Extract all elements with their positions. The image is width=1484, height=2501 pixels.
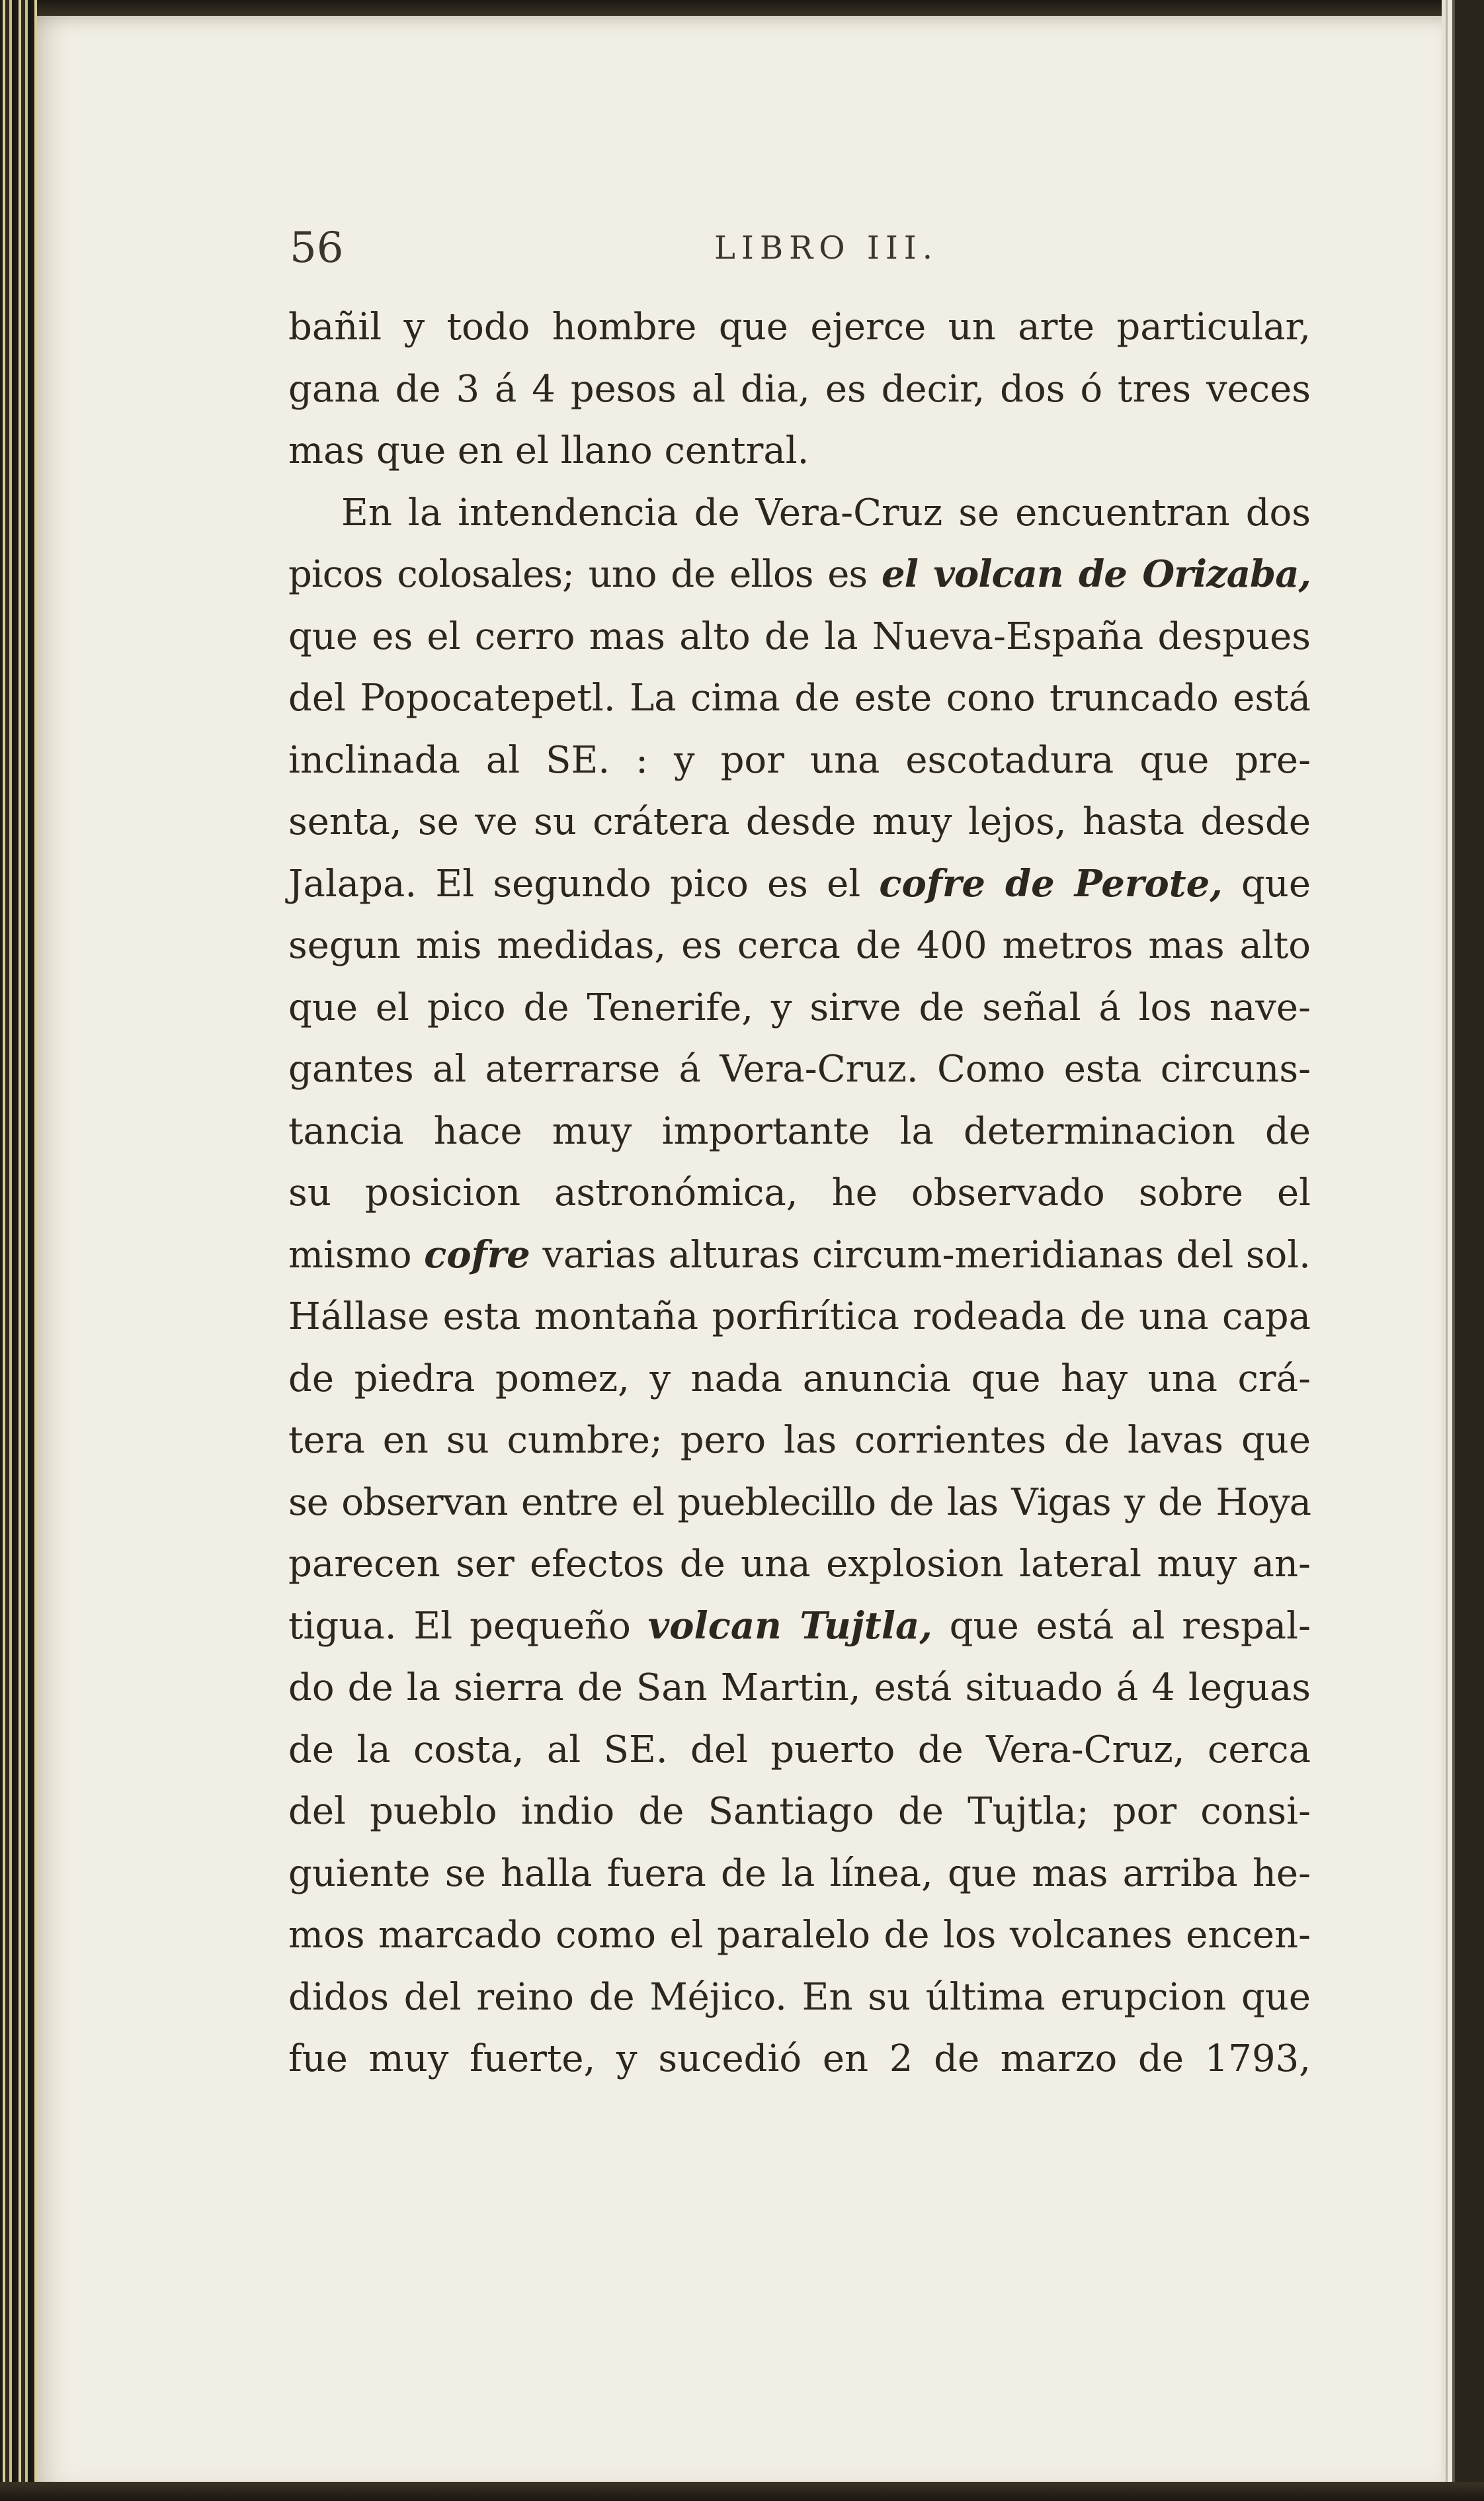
line-text: varias alturas circum-meridianas del sol. — [530, 1233, 1311, 1277]
italic-phrase: el volcan de Orizaba, — [881, 552, 1311, 596]
text-line — [288, 915, 1311, 977]
top-page-edge — [0, 0, 1484, 16]
line-text: Hállase esta montaña porfirítica rodeada de una capa — [288, 1295, 1311, 1338]
book-binding-edge — [0, 0, 37, 2501]
line-text: gantes al aterrarse á Vera-Cruz. Como esta circuns- — [288, 1048, 1311, 1091]
line-text: del pueblo indio de Santiago de Tujtla; por consi- — [288, 1790, 1311, 1833]
line-text: picos colosales; uno de ellos es — [288, 553, 882, 596]
text-line — [288, 1410, 1311, 1472]
line-text: de piedra pomez, y nada anuncia que hay una crá- — [288, 1357, 1311, 1400]
line-text: parecen ser efectos de una explosion lateral muy an- — [288, 1543, 1311, 1586]
text-line — [288, 853, 1311, 915]
line-text: segun mis medidas, es cerca de 400 metros mas alto — [288, 924, 1311, 967]
body-text — [288, 296, 1311, 2090]
text-line — [288, 1533, 1311, 1595]
line-text: su posicion astronómica, he observado sobre el — [288, 1171, 1311, 1214]
text-line — [288, 1224, 1311, 1287]
text-line — [288, 606, 1311, 668]
line-text: del Popocatepetl. La cima de este cono truncado está — [288, 677, 1311, 720]
line-text: mas que en el llano central. — [288, 429, 809, 472]
line-text: tera en su cumbre; pero las corrientes de lavas que — [288, 1419, 1311, 1462]
text-line — [288, 1595, 1311, 1658]
running-head: LIBRO III. — [714, 230, 938, 267]
text-line — [288, 1657, 1311, 1719]
line-text: mismo — [288, 1233, 425, 1277]
page-number: 56 — [290, 224, 344, 273]
italic-phrase: cofre de Perote, — [879, 861, 1223, 906]
text-line — [288, 1286, 1311, 1348]
page-header — [0, 218, 1484, 278]
text-line — [288, 1967, 1311, 2029]
text-line — [288, 1101, 1311, 1163]
line-text: que está al respal- — [932, 1604, 1311, 1648]
text-line — [288, 482, 1311, 544]
text-line — [288, 1472, 1311, 1534]
line-text: gana de 3 á 4 pesos al dia, es decir, dos ó tres veces — [288, 367, 1311, 411]
text-line — [288, 296, 1311, 359]
page-stack-edge — [1442, 0, 1484, 2501]
text-line — [288, 1843, 1311, 1905]
text-line — [288, 2028, 1311, 2090]
text-line — [288, 1348, 1311, 1410]
line-text: didos del reino de Méjico. En su última erupcion que — [288, 1975, 1311, 2019]
text-line — [288, 1781, 1311, 1843]
bottom-page-edge — [0, 2482, 1484, 2501]
text-line — [288, 1039, 1311, 1101]
text-line — [288, 977, 1311, 1039]
line-text: guiente se halla fuera de la línea, que mas arriba he- — [288, 1851, 1311, 1895]
line-text: que — [1222, 862, 1311, 906]
text-line — [288, 667, 1311, 730]
text-line — [288, 359, 1311, 421]
text-line — [288, 1904, 1311, 1967]
line-text: tancia hace muy importante la determinacion de — [288, 1109, 1311, 1153]
text-line — [288, 730, 1311, 792]
line-text: tigua. El pequeño — [288, 1604, 648, 1648]
line-text: que el pico de Tenerife, y sirve de señal á los nave- — [288, 986, 1311, 1029]
line-text: bañil y todo hombre que ejerce un arte particular, — [288, 306, 1311, 349]
line-text: mos marcado como el paralelo de los volcanes encen- — [288, 1914, 1311, 1957]
line-text: de la costa, al SE. del puerto de Vera-Cruz, cerca — [288, 1728, 1311, 1771]
line-text: se observan entre el pueblecillo de las Vigas y de Hoya — [288, 1480, 1311, 1524]
text-line — [288, 1719, 1311, 1781]
line-text: fue muy fuerte, y sucedió en 2 de marzo de 1793, — [288, 2037, 1311, 2080]
line-text: inclinada al SE. : y por una escotadura que pre- — [288, 738, 1311, 782]
text-line — [288, 420, 1311, 482]
italic-phrase: volcan Tujtla, — [647, 1603, 932, 1648]
text-line — [288, 791, 1311, 853]
line-text: que es el cerro mas alto de la Nueva-España despues — [288, 615, 1311, 658]
line-text: Jalapa. El segundo pico es el — [288, 862, 880, 906]
line-text: do de la sierra de San Martin, está situado á 4 leguas — [288, 1666, 1311, 1709]
italic-phrase: cofre — [424, 1232, 530, 1277]
text-line — [288, 1162, 1311, 1224]
line-text: En la intendencia de Vera-Cruz se encuentran dos — [341, 491, 1311, 534]
line-text: senta, se ve su crátera desde muy lejos, hasta desde — [288, 800, 1311, 843]
text-line — [288, 544, 1311, 606]
